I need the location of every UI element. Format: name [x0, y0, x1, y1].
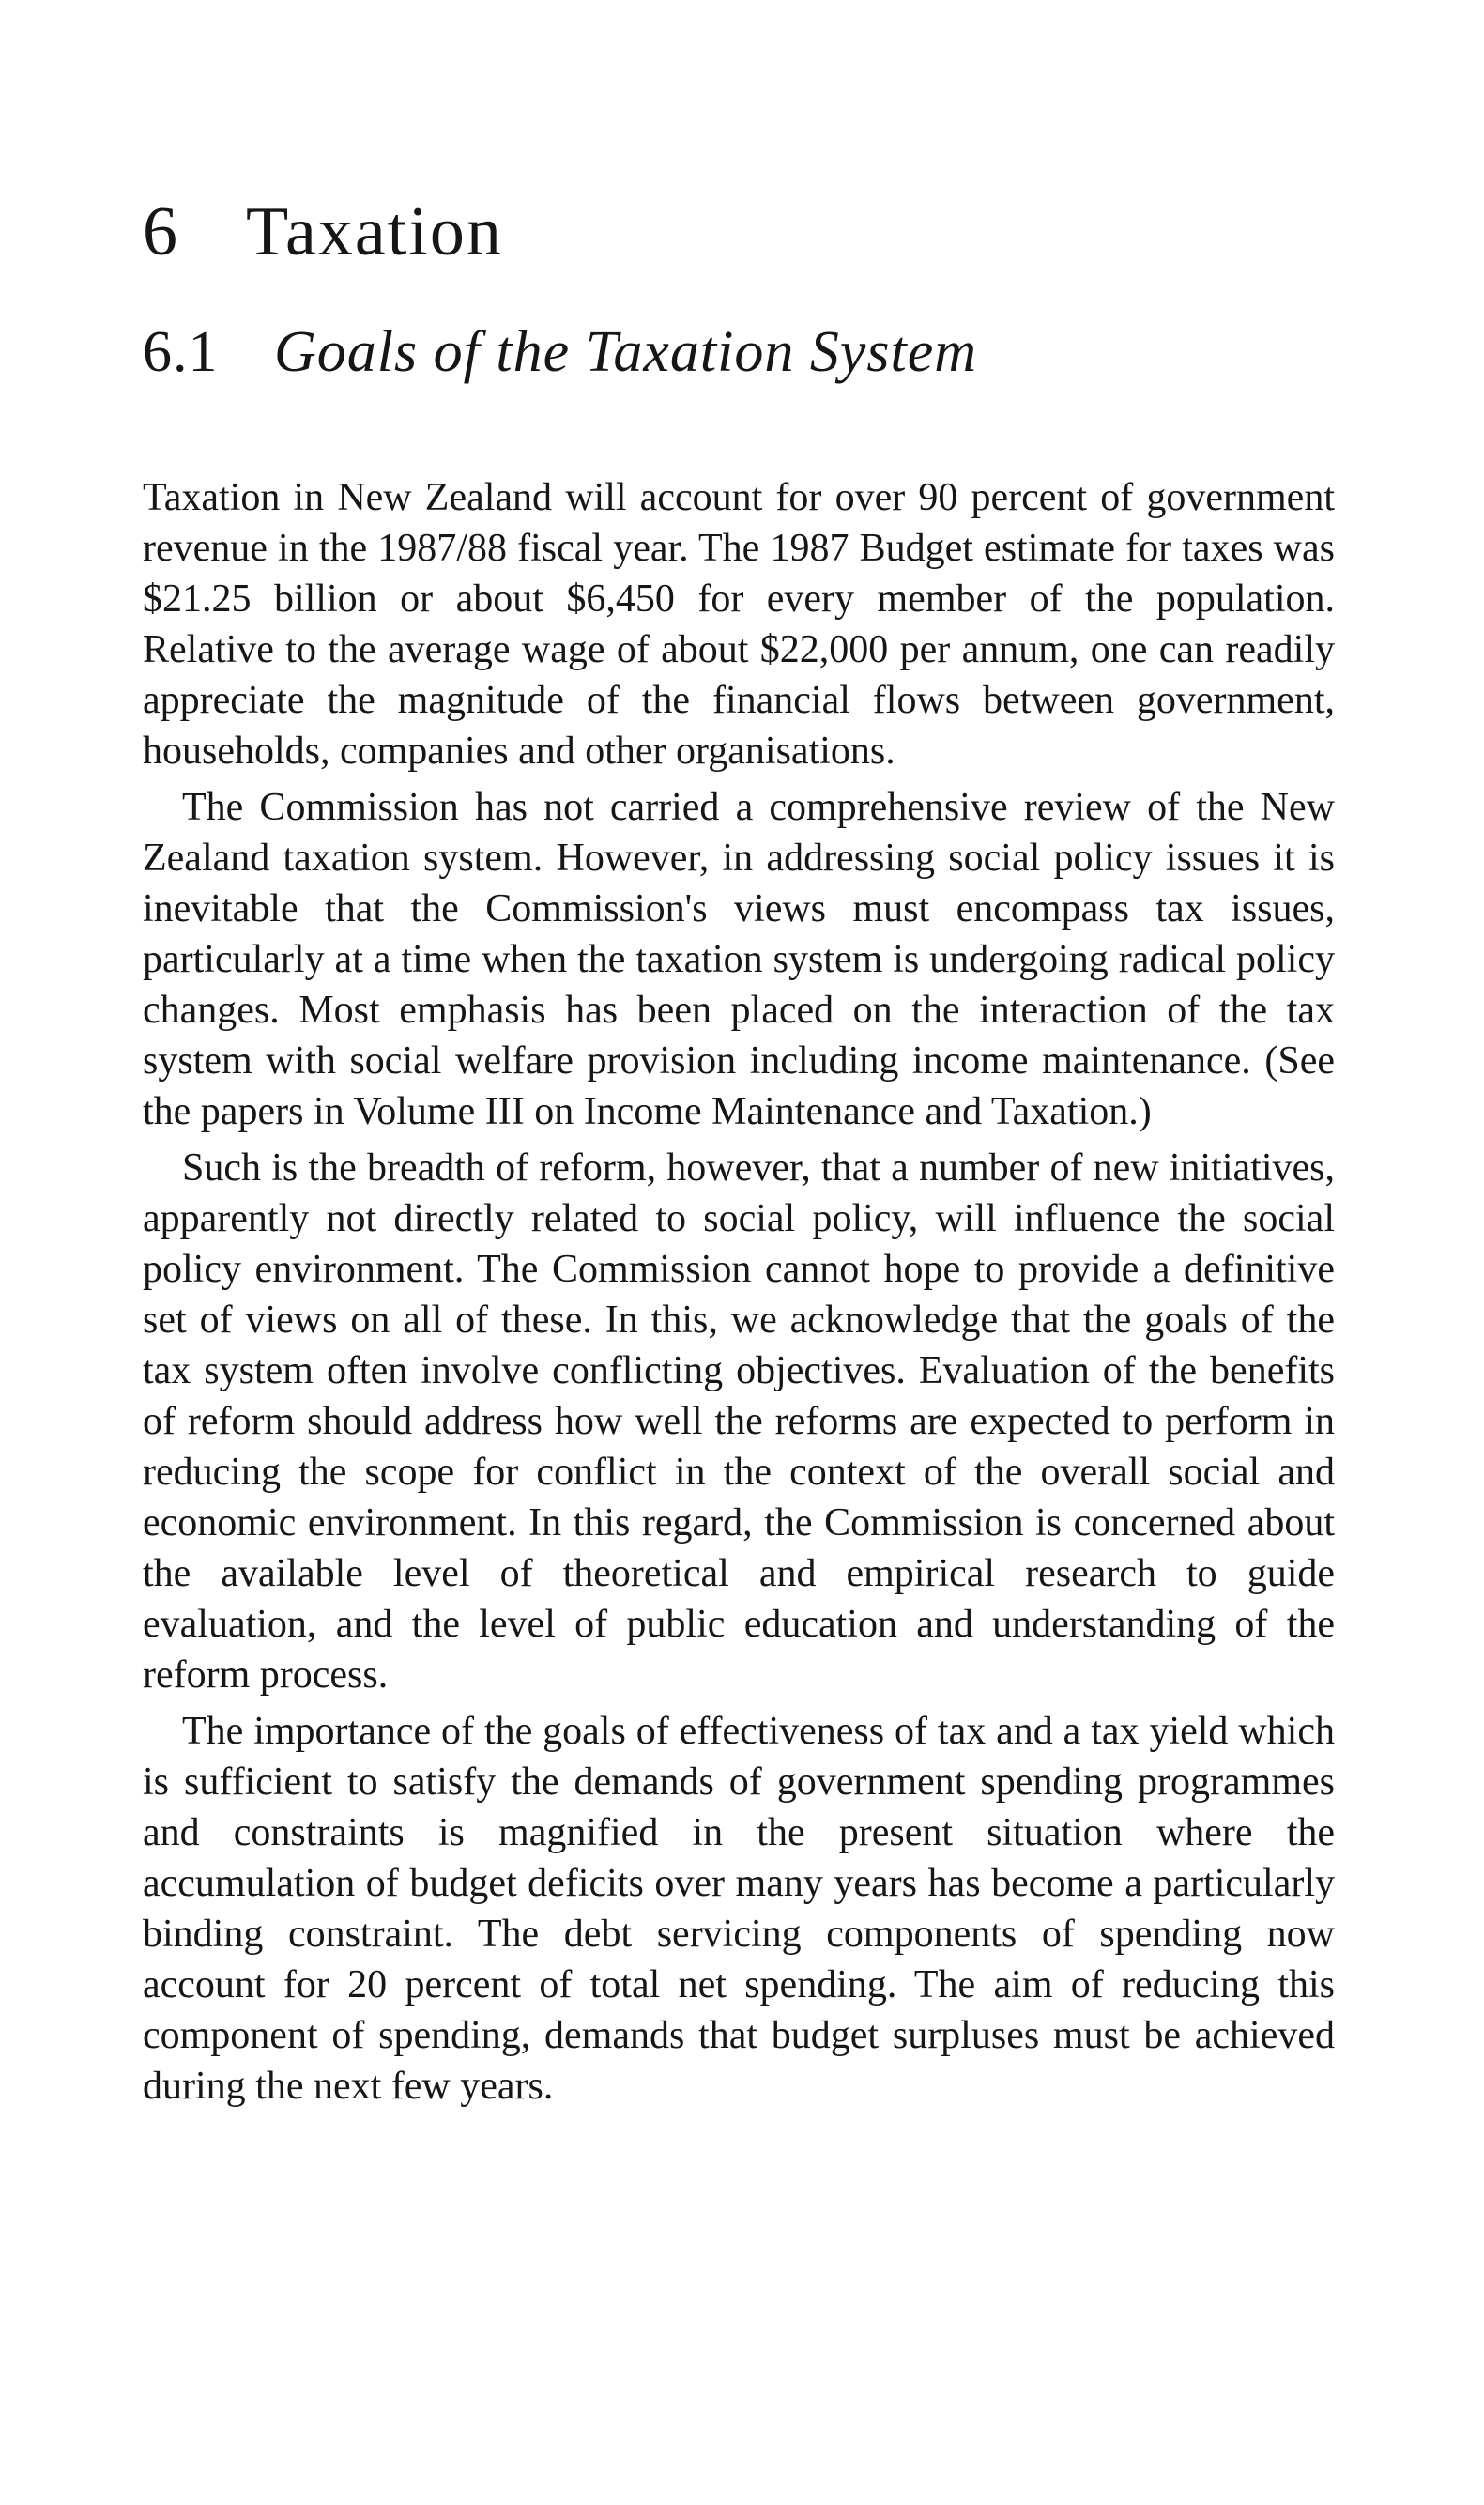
- paragraph: Taxation in New Zealand will account for over 90 percent of government revenue in the 1987/88 fiscal year. The 1987 Budget estimate for taxes was $21.25 billion or about $6,450 for every member of the population. Relative to the average wage of about $22,000 per annum, one can readily appreciate the magnitude of the financial flows between government, households, companies and other organisations.: [143, 476, 1335, 773]
- section-title: Goals of the Taxation System: [274, 320, 978, 384]
- chapter-heading: [143, 193, 1335, 270]
- document-page: [143, 193, 1335, 2117]
- paragraph: Such is the breadth of reform, however, that a number of new initiatives, apparently not directly related to social policy, will influence the social policy environment. The Commission cannot hope to provide a definitive set of views on all of these. In this, we acknowledge that the goals of the tax system often involve conflicting objectives. Evaluation of the benefits of reform should address how well the reforms are expected to perform in reducing the scope for conflict in the context of the overall social and economic environment. In this regard, the Commission is concerned about the available level of theoretical and empirical research to guide evaluation, and the level of public education and understanding of the reform process.: [143, 1146, 1335, 1697]
- paragraph: The Commission has not carried a comprehensive review of the New Zealand taxation system. However, in addressing social policy issues it is inevitable that the Commission's views must encompass tax issues, particularly at a time when the taxation system is undergoing radical policy changes. Most emphasis has been placed on the interaction of the tax system with social welfare provision including income maintenance. (See the papers in Volume III on Income Maintenance and Taxation.): [143, 786, 1335, 1133]
- paragraph: The importance of the goals of effectiveness of tax and a tax yield which is sufficient to satisfy the demands of government spending programmes and constraints is magnified in the present situation where the accumulation of budget deficits over many years has become a particularly binding constraint. The debt servicing components of spending now account for 20 percent of total net spending. The aim of reducing this component of spending, demands that budget surpluses must be achieved during the next few years.: [143, 1710, 1335, 2108]
- section-heading: [143, 320, 1335, 384]
- section-number: 6.1: [143, 320, 219, 384]
- chapter-title: Taxation: [246, 193, 503, 270]
- body-text: [143, 472, 1335, 2112]
- chapter-number: 6: [143, 193, 179, 270]
